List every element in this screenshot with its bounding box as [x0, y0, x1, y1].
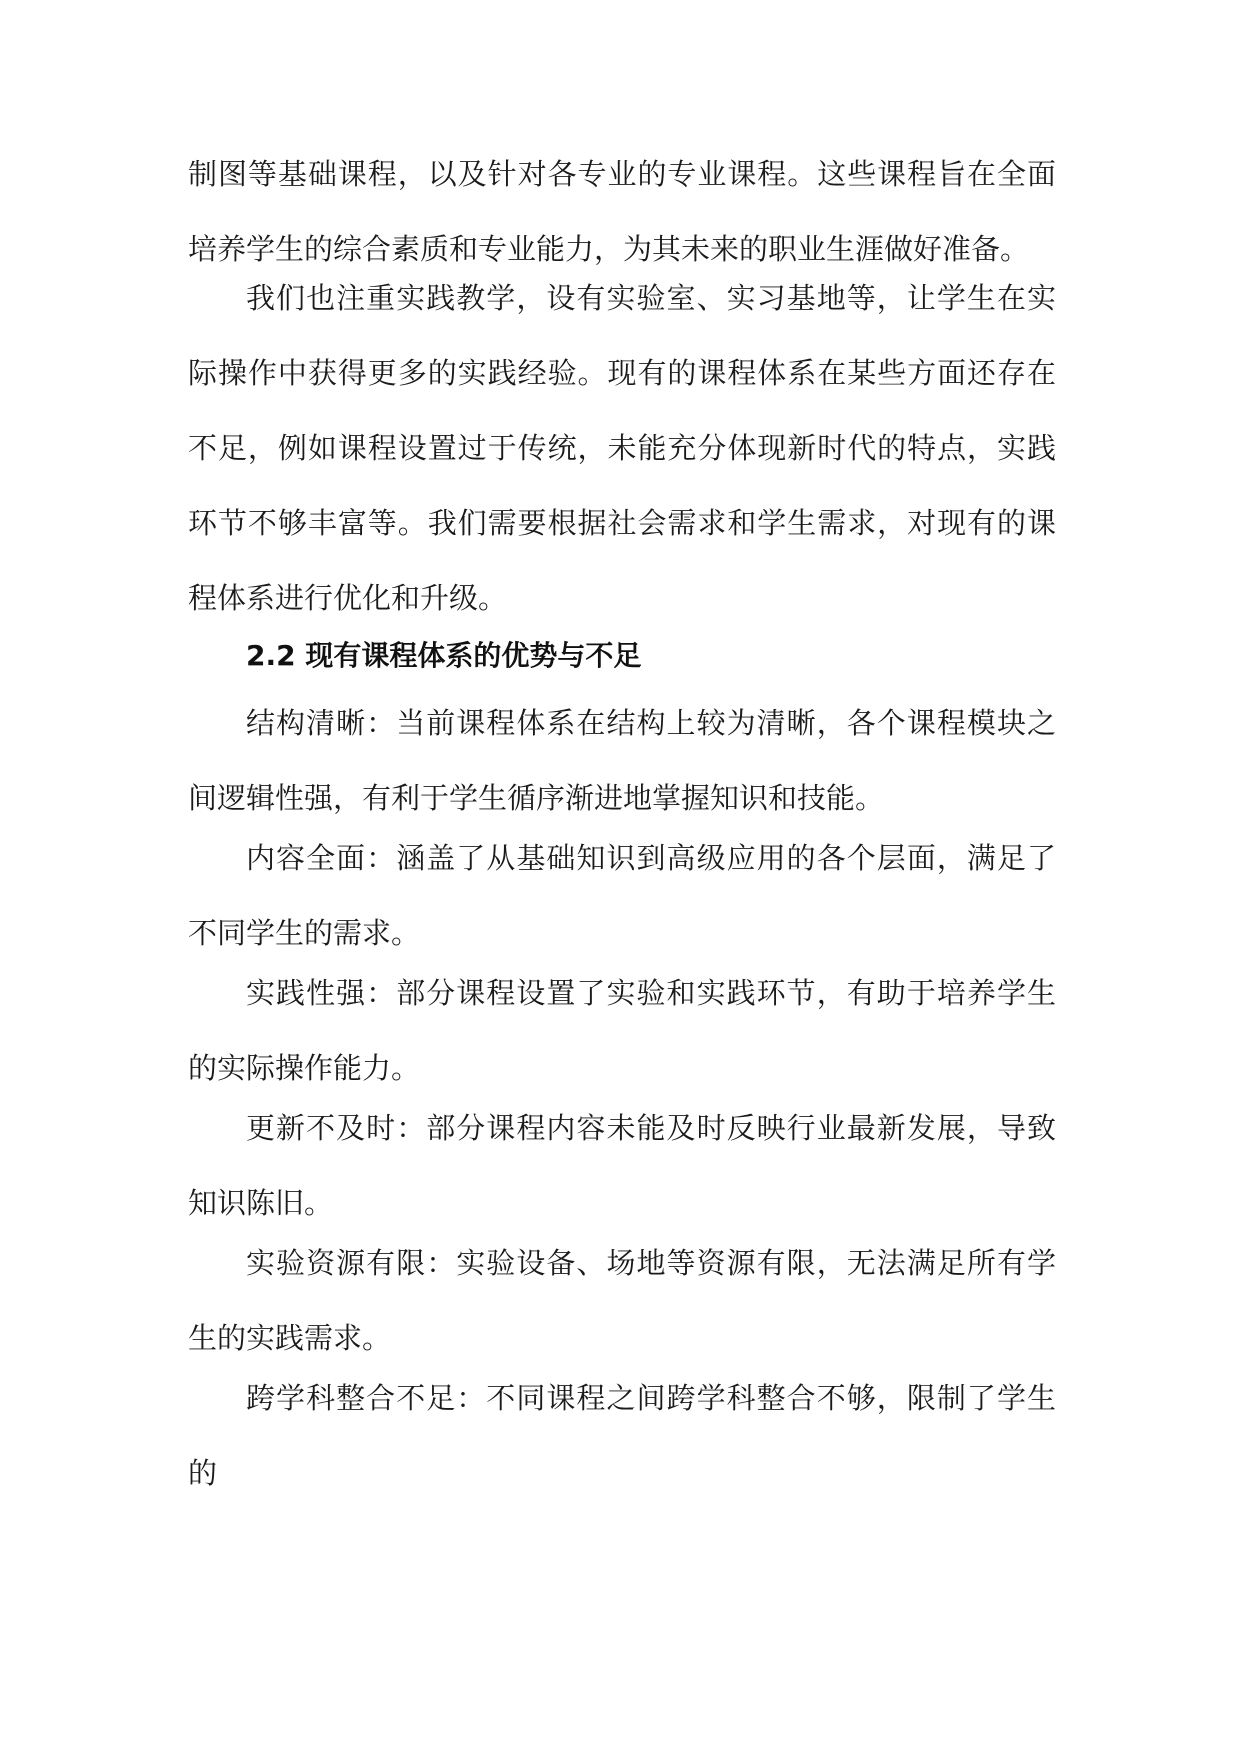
paragraph-practical-strength: 实践性强：部分课程设置了实验和实践环节，有助于培养学生的实际操作能力。 — [188, 976, 1056, 1085]
paragraph-outdated-content: 更新不及时：部分课程内容未能及时反映行业最新发展，导致知识陈旧。 — [188, 1111, 1056, 1220]
paragraph-interdisciplinary: 跨学科整合不足：不同课程之间跨学科整合不够，限制了学生的 — [188, 1381, 1056, 1490]
paragraph-structure-clear: 结构清晰：当前课程体系在结构上较为清晰，各个课程模块之间逻辑性强，有利于学生循序渐进地掌握知识和技能。 — [188, 706, 1056, 815]
paragraph-content-comprehensive: 内容全面：涵盖了从基础知识到高级应用的各个层面，满足了不同学生的需求。 — [188, 841, 1056, 950]
paragraph-practice-teaching: 我们也注重实践教学，设有实验室、实习基地等，让学生在实际操作中获得更多的实践经验。现有的课程体系在某些方面还存在不足，例如课程设置过于传统，未能充分体现新时代的特点，实践环节不够丰富等。我们需要根据社会需求和学生需求，对现有的课程体系进行优化和升级。 — [188, 281, 1056, 615]
paragraph-course-overview: 制图等基础课程，以及针对各专业的专业课程。这些课程旨在全面培养学生的综合素质和专业能力，为其未来的职业生涯做好准备。 — [188, 157, 1056, 266]
section-heading: 2.2 现有课程体系的优势与不足 — [246, 639, 642, 672]
paragraph-limited-resources: 实验资源有限：实验设备、场地等资源有限，无法满足所有学生的实践需求。 — [188, 1246, 1056, 1355]
